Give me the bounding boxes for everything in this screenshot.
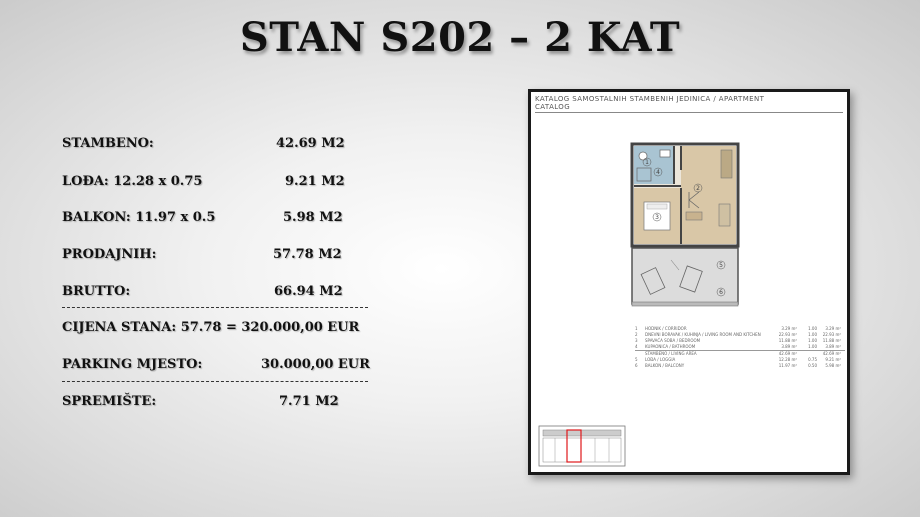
legend-number: 5 (635, 357, 638, 362)
legend-desc: KUPAONICA / BATHROOM (645, 344, 696, 349)
legend-area: 22.93 m² (778, 332, 797, 337)
spec-value: 57.78 M2 (273, 247, 342, 262)
dining-table (719, 204, 730, 226)
room-number: 1 (645, 159, 649, 166)
catalog-header-line2: CATALOG (535, 103, 571, 111)
legend-number: 6 (635, 363, 638, 368)
legend-total: 22.93 m² (822, 332, 841, 337)
pillow (647, 204, 667, 209)
spec-value: 5.98 M2 (283, 210, 343, 225)
legend-area: 11.88 m² (778, 338, 797, 343)
legend-desc: BALKON / BALCONY (645, 363, 685, 368)
spec-value: 66.94 M2 (274, 284, 343, 299)
legend-total: 42.69 m² (822, 351, 841, 356)
legend-desc: SPAVAĆA SOBA / BEDROOM (645, 338, 701, 343)
legend-area: 42.69 m² (778, 351, 797, 356)
legend-total: 3.89 m² (825, 344, 841, 349)
legend-total: 9.21 m² (825, 357, 841, 362)
legend-area: 3.29 m² (781, 326, 797, 331)
legend-desc: DNEVNI BORAVAK / KUHINJA / LIVING ROOM AND KITCHEN (645, 332, 761, 337)
key-plan (539, 426, 625, 466)
legend-area: 3.89 m² (781, 344, 797, 349)
legend-desc: HODNIK / CORRIDOR (645, 326, 687, 331)
catalog-header-line1: KATALOG SAMOSTALNIH STAMBENIH JEDINICA / APARTMENT (535, 95, 765, 103)
spec-label: LOĐA: 12.28 x 0.75 (62, 174, 203, 189)
spec-label: BRUTTO: (62, 284, 131, 299)
spec-label: PARKING MJESTO: (62, 357, 203, 372)
area-legend (635, 326, 845, 369)
legend-number: 4 (635, 344, 638, 349)
legend-number: 3 (635, 338, 638, 343)
spec-label: STAMBENO: (62, 136, 154, 151)
legend-coef: 0.75 (808, 357, 817, 362)
spec-label: CIJENA STANA: 57.78 = 320.000,00 EUR (62, 320, 360, 335)
legend-number: 2 (635, 332, 638, 337)
room-number: 3 (655, 214, 659, 221)
legend-area: 11.97 m² (778, 363, 797, 368)
spec-value: 42.69 M2 (276, 136, 345, 151)
floor-plan-document (528, 89, 850, 475)
spec-label: BALKON: 11.97 x 0.5 (62, 210, 216, 225)
legend-row (635, 363, 845, 369)
balcony-edge (632, 302, 738, 306)
legend-total: 5.98 m² (825, 363, 841, 368)
legend-coef: 1.00 (808, 332, 817, 337)
sink-fixture (660, 150, 670, 157)
sofa (686, 212, 702, 220)
spec-label: PRODAJNIH: (62, 247, 157, 262)
legend-desc: LOĐA / LOGGIA (645, 357, 676, 362)
page-title: STAN S202 – 2 KAT (239, 14, 681, 61)
apartment-plan (632, 144, 738, 306)
spec-value: 7.71 M2 (279, 394, 339, 409)
legend-area: 12.28 m² (778, 357, 797, 362)
legend-coef: 1.00 (808, 326, 817, 331)
spec-value: 30.000,00 EUR (261, 357, 370, 372)
kitchen-counter (721, 150, 732, 178)
room-number: 5 (719, 262, 723, 269)
legend-row (635, 350, 845, 357)
legend-number: 1 (635, 326, 638, 331)
legend-total: 3.29 m² (825, 326, 841, 331)
floor-plan-drawing (531, 92, 847, 472)
room-number: 4 (656, 169, 660, 176)
legend-coef: 0.50 (808, 363, 817, 368)
divider (62, 307, 368, 308)
legend-coef: 1.00 (808, 338, 817, 343)
divider (62, 381, 368, 382)
room-number: 6 (719, 289, 723, 296)
spec-label: SPREMIŠTE: (62, 394, 157, 409)
room-number: 2 (696, 185, 700, 192)
legend-desc: STAMBENO / LIVING AREA (645, 351, 697, 356)
spec-value: 9.21 M2 (285, 174, 345, 189)
legend-coef: 1.00 (808, 344, 817, 349)
legend-total: 11.88 m² (822, 338, 841, 343)
